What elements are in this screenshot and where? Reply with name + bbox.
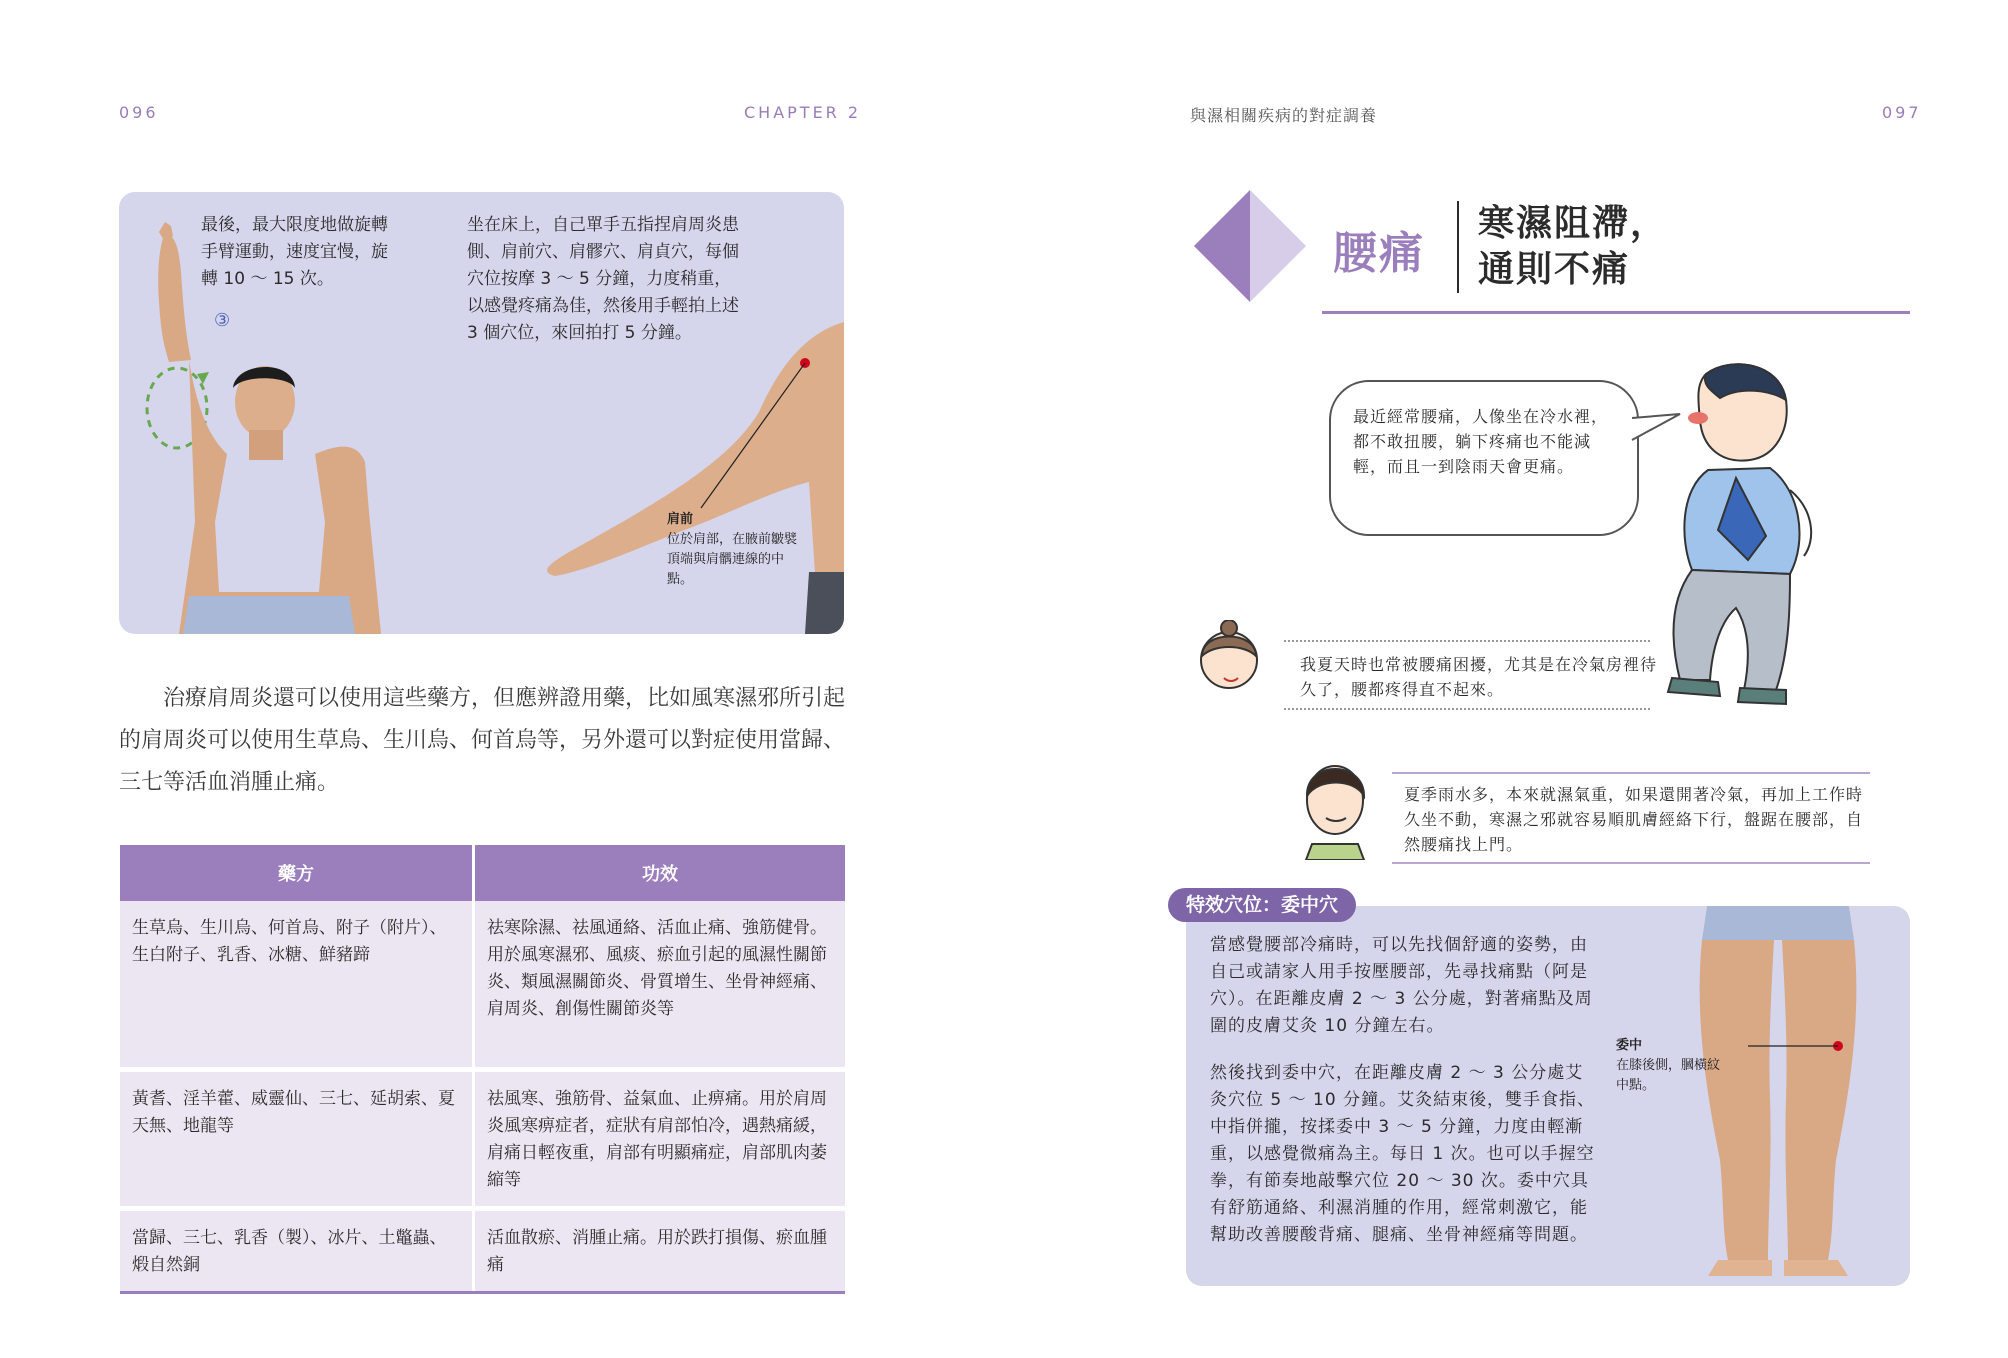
chapter-header: CHAPTER 2 [744,103,862,122]
weizhong-description: 在膝後側，膕橫紋中點。 [1616,1058,1721,1093]
right-page-number: 097 [1882,103,1922,122]
man-back-pain-illustration [1640,360,1850,720]
section-subtitle [1478,201,1668,293]
subtitle-line-1: 寒濕阻滯， [1478,203,1669,244]
legs-figure [1668,906,1888,1286]
woman-dialogue-bottom-rule [1284,708,1650,710]
acupoint-jianqian [667,510,807,590]
table-row [120,1208,845,1292]
doctor-avatar [1298,756,1372,860]
woman-dialogue-top-rule [1284,640,1650,642]
step-marker-3: ③ [214,310,231,331]
acupoint-paragraph-1: 當感覺腰部冷痛時，可以先找個舒適的姿勢，由自己或請家人用手按壓腰部，先尋找痛點（阿是穴）。在距離皮膚 2 ～ 3 公分處，對著痛點及周圍的皮膚艾灸 10 分鐘左右。 [1210,935,1593,1036]
formula-cell: 黃耆、淫羊藿、威靈仙、三七、延胡索、夏天無、地龍等 [120,1069,474,1208]
formula-cell: 生草烏、生川烏、何首烏、附子（附片）、生白附子、乳香、冰糖、鮮豬蹄 [120,901,474,1069]
acupoint-paragraph-2: 然後找到委中穴，在距離皮膚 2 ～ 3 公分處艾灸穴位 5 ～ 10 分鐘。艾灸結束後，雙手食指、中指併攏，按揉委中 3 ～ 5 分鐘，力度由輕漸重，以感覺微痛為主。每日 1 次。也可以手握空拳，有節奏地敲擊穴位 20 ～ 30 次。委中穴具有舒筋通絡、利濕消腫的作用，經常刺激它，能幫助改善腰酸背痛、腿痛、坐骨神經痛等問題。 [1210,1063,1596,1245]
herbal-formula-table [120,845,845,1294]
acupoint-panel [1186,906,1910,1286]
acupoint-weizhong [1616,1036,1726,1096]
treatment-paragraph: 治療肩周炎還可以使用這些藥方，但應辨證用藥，比如風寒濕邪所引起的肩周炎可以使用生草烏、生川烏、何首烏等，另外還可以對症使用當歸、三七等活血消腫止痛。 [119,686,846,795]
section-title: 腰痛 [1333,228,1425,279]
woman-dialogue: 我夏天時也常被腰痛困擾，尤其是在冷氣房裡待久了，腰都疼得直不起來。 [1300,655,1658,699]
exercise-panel [119,192,844,634]
left-page-number: 096 [119,103,159,122]
speech-bubble [1329,380,1639,536]
effect-cell: 活血散瘀、消腫止痛。用於跌打損傷、瘀血腫痛 [474,1208,846,1292]
table-header-effect: 功效 [474,845,846,901]
table-header-formula: 藥方 [120,845,474,901]
acupoint-badge: 特效穴位：委中穴 [1168,888,1356,922]
title-divider [1457,201,1459,293]
woman-avatar [1194,620,1264,696]
effect-cell: 祛寒除濕、祛風通絡、活血止痛、強筋健骨。用於風寒濕邪、風痰、瘀血引起的風濕性關節炎、類風濕關節炎、骨質增生、坐骨神經痛、肩周炎、創傷性關節炎等 [474,901,846,1069]
weizhong-name: 委中 [1616,1038,1643,1053]
speech-bubble-text: 最近經常腰痛，人像坐在冷水裡，都不敢扭腰，躺下疼痛也不能減輕，而且一到陰雨天會更痛。 [1353,407,1609,476]
diamond-icon [1194,190,1306,302]
effect-cell: 祛風寒、強筋骨、益氣血、止痹痛。用於肩周炎風寒痹症者，症狀有肩部怕冷，遇熱痛緩，肩痛日輕夜重，肩部有明顯痛症，肩部肌肉萎縮等 [474,1069,846,1208]
doctor-dialogue-bottom-rule [1392,862,1870,864]
subtitle-line-2: 通則不痛 [1478,249,1631,290]
acupoint-description: 位於肩部，在腋前皺襞頂端與肩髃連線的中點。 [667,532,798,587]
acupoint-name: 肩前 [667,512,694,527]
doctor-dialogue: 夏季雨水多，本來就濕氣重，如果還開著冷氣，再加上工作時久坐不動，寒濕之邪就容易順肌膚經絡下行，盤踞在腰部，自然腰痛找上門。 [1404,785,1864,854]
table-row [120,901,845,1069]
doctor-dialogue-top-rule [1392,772,1870,774]
formula-cell: 當歸、三七、乳香（製）、冰片、土鼈蟲、煅自然銅 [120,1208,474,1292]
title-underline [1322,311,1910,314]
running-header-right: 與濕相關疾病的對症調養 [1190,106,1378,125]
exercise-step3-text: 最後，最大限度地做旋轉手臂運動，速度宜慢，旋轉 10 ～ 15 次。 [201,215,388,289]
massage-instructions: 坐在床上，自己單手五指捏肩周炎患側、肩前穴、肩髎穴、肩貞穴，每個穴位按摩 3 ～ 5 分鐘，力度稍重，以感覺疼痛為佳，然後用手輕拍上述 3 個穴位，來回拍打 5 分鐘。 [467,215,739,343]
table-row [120,1069,845,1208]
